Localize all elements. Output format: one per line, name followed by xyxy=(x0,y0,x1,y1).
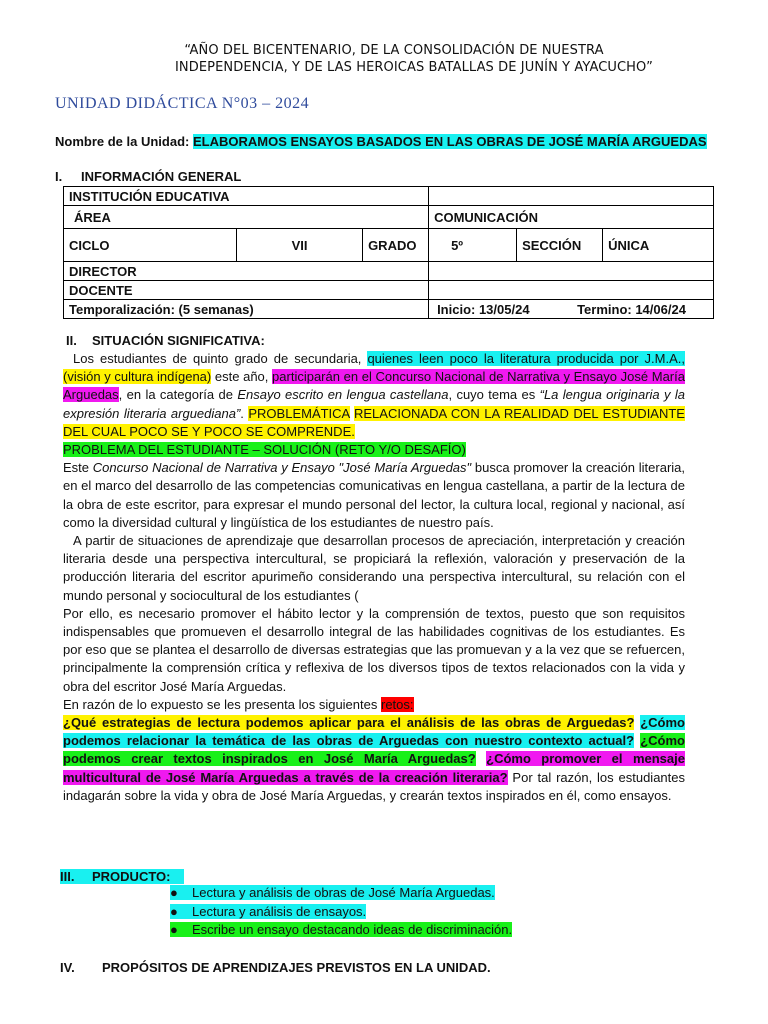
director-label: DIRECTOR xyxy=(64,262,429,281)
section-1-heading xyxy=(55,169,241,184)
grado-label: GRADO xyxy=(363,229,429,262)
reto-3: ¿Cómo podemos crear textos inspirados en José María Arguedas? xyxy=(63,733,685,767)
fechas xyxy=(429,300,714,319)
area-value: COMUNICACIÓN xyxy=(429,206,714,229)
temporalizacion-label: Temporalización: (5 semanas) xyxy=(64,300,429,319)
situacion-significativa-text xyxy=(63,350,685,805)
section-3-title: PRODUCTO: xyxy=(92,869,171,884)
bullet-icon: ● xyxy=(170,903,178,919)
unit-name-label: Nombre de la Unidad: xyxy=(55,134,190,149)
ciclo-label: CICLO xyxy=(64,229,237,262)
table-row xyxy=(64,229,714,262)
section-1-title: INFORMACIÓN GENERAL xyxy=(81,169,242,184)
section-2-heading xyxy=(66,333,265,348)
seccion-value: ÚNICA xyxy=(603,229,714,262)
table-row xyxy=(64,262,714,281)
reto-2: ¿Cómo podemos relacionar la temática de las obras de Arguedas con nuestro contexto actual? xyxy=(63,715,685,749)
general-info-table xyxy=(63,186,714,319)
paragraph-3: A partir de situaciones de aprendizaje que desarrollan procesos de apreciación, interpretación y creación literaria desde una perspectiva intercultural, se propiciará la reflexión, valoración y preservación de la producción literaria del escritor apurimeño considerando una perspectiva intercultural, su relación con el mundo personal y sociocultural de los estudiantes ( xyxy=(63,533,685,603)
list-item: ● Lectura y análisis de obras de José María Arguedas. xyxy=(170,884,512,903)
list-item: ● Escribe un ensayo destacando ideas de discriminación. xyxy=(170,921,512,940)
table-row xyxy=(64,300,714,319)
retos-block xyxy=(63,714,685,805)
grado-value: 5º xyxy=(429,229,517,262)
table-row xyxy=(64,187,714,206)
header-line-2: INDEPENDENCIA, Y DE LAS HEROICAS BATALLAS DE JUNÍN Y AYACUCHO” xyxy=(174,60,653,75)
reto-4: ¿Cómo promover el mensaje multicultural de José María Arguedas a través de la creación literaria? xyxy=(63,751,685,785)
docente-value xyxy=(429,281,714,300)
unit-name xyxy=(55,134,707,149)
list-item: ● Lectura y análisis de ensayos. xyxy=(170,903,512,922)
section-3-heading xyxy=(60,869,184,884)
termino-date: Termino: 14/06/24 xyxy=(577,301,686,317)
docente-label: DOCENTE xyxy=(64,281,429,300)
paragraph-5: En razón de lo expuesto se les presenta los siguientes retos: xyxy=(63,696,414,712)
section-1-number: I. xyxy=(55,169,63,184)
section-4-number: IV. xyxy=(60,960,75,975)
producto-list xyxy=(170,884,512,940)
bullet-icon: ● xyxy=(170,885,178,900)
header-line-1: “AÑO DEL BICENTENARIO, DE LA CONSOLIDACIÓN DE NUESTRA xyxy=(184,43,604,58)
table-row xyxy=(64,281,714,300)
institucion-label: INSTITUCIÓN EDUCATIVA xyxy=(64,187,429,206)
paragraph-1: Los estudiantes de quinto grado de secundaria, quienes leen poco la literatura producida por J.M.A., (visión y cultura indígena) este año, participarán en el Concurso Nacional de Narrativa y Ensayo José María Arguedas, en la categoría de Ensayo escrito en lengua castellana, cuyo tema es “La lengua originaria y la expresión literaria arguediana”. PROBLEMÁTICA RELACIONADA CON LA REALIDAD DEL ESTUDIANTE DEL CUAL POCO SE Y POCO SE COMPRENDE. xyxy=(63,351,685,439)
seccion-label: SECCIÓN xyxy=(517,229,603,262)
paragraph-4: Por ello, es necesario promover el hábito lector y la comprensión de textos, puesto que son requisitos indispensables que promueven el desarrollo integral de las habilidades cognitivas de los estudiantes. Es por eso que se plantea el desarrollo de diversas estrategias que las promuevan y a la vez que se refuercen, principalmente la comprensión crítica y reflexiva de los diversos tipos de textos relacionados con la vida y obra del escritor José María Arguedas. xyxy=(63,605,685,694)
area-label: ÁREA xyxy=(64,206,429,229)
director-value xyxy=(429,262,714,281)
ciclo-value: VII xyxy=(237,229,363,262)
inicio-date: Inicio: 13/05/24 xyxy=(437,301,530,317)
section-3-number: III. xyxy=(60,869,75,884)
paragraph-2: Este Concurso Nacional de Narrativa y Ensayo "José María Arguedas" busca promover la creación literaria, en el marco del desarrollo de las competencias comunicativas en lengua castellana, a partir de la lectura de la obra de este escritor, para expresar el mundo personal del lector, la cultura local, regional y nacional, así como la diversidad cultural y lingüística de los estudiantes de nuestro país. xyxy=(63,460,686,530)
unit-name-value: ELABORAMOS ENSAYOS BASADOS EN LAS OBRAS DE JOSÉ MARÍA ARGUEDAS xyxy=(192,134,707,149)
unit-title: UNIDAD DIDÁCTICA N°03 – 2024 xyxy=(55,95,310,112)
paragraph-6: Por tal razón, los estudiantes indagarán sobre la vida y obra de José María Arguedas, y crearán textos inspirados en él, como ensayos. xyxy=(63,769,685,803)
section-4-title: PROPÓSITOS DE APRENDIZAJES PREVISTOS EN LA UNIDAD. xyxy=(102,960,491,975)
section-2-number: II. xyxy=(66,333,77,348)
section-4-heading xyxy=(60,960,491,975)
institucion-value xyxy=(429,187,714,206)
reto-1: ¿Qué estrategias de lectura podemos aplicar para el análisis de las obras de Arguedas? xyxy=(63,715,635,731)
bullet-icon: ● xyxy=(170,922,178,937)
header-quote xyxy=(0,42,768,76)
table-row xyxy=(64,206,714,229)
problema-line: PROBLEMA DEL ESTUDIANTE – SOLUCIÓN (RETO Y/O DESAFÍO) xyxy=(63,442,466,458)
section-2-title: SITUACIÓN SIGNIFICATIVA: xyxy=(92,333,265,348)
